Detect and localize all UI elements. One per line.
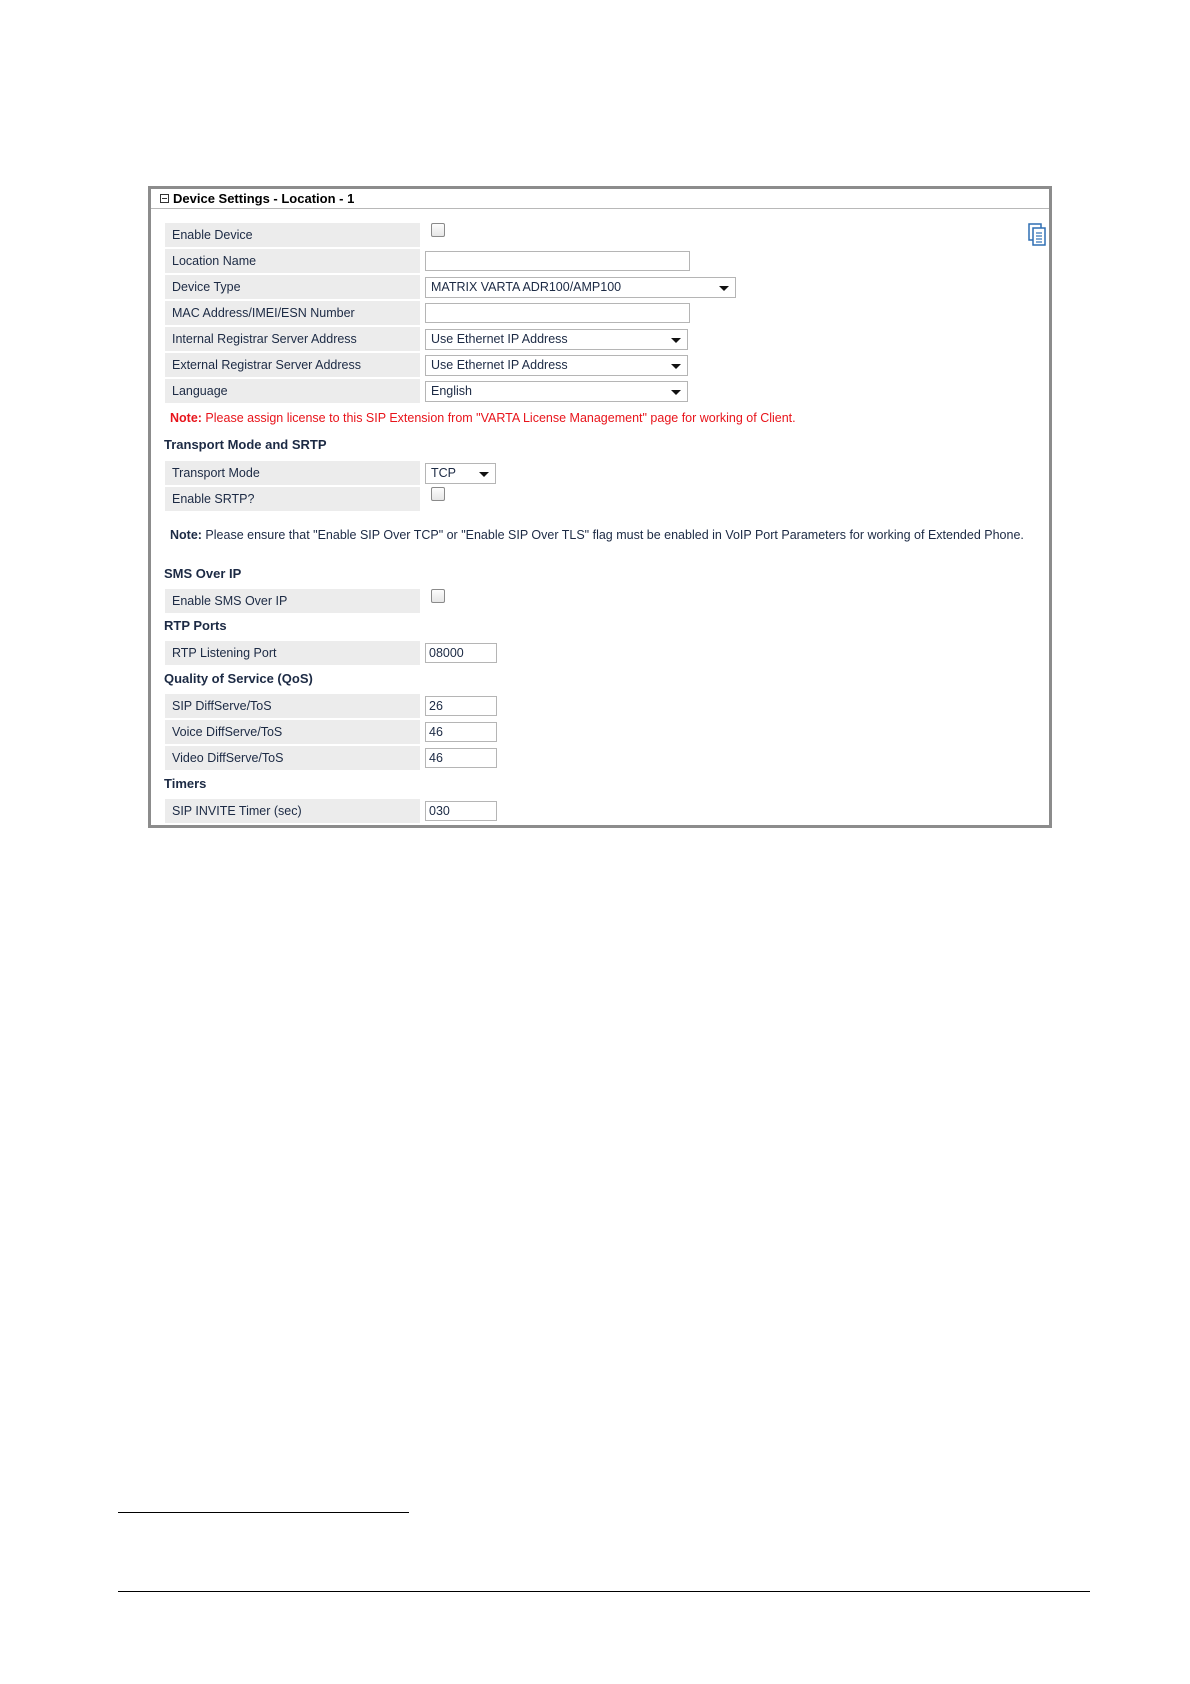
sip-invite-timer-label: SIP INVITE Timer (sec) xyxy=(165,799,420,823)
internal-registrar-select[interactable] xyxy=(425,329,688,350)
voice-diffserve-input[interactable]: 46 xyxy=(425,722,497,742)
enable-device-checkbox[interactable] xyxy=(431,223,445,237)
internal-registrar-value: Use Ethernet IP Address xyxy=(431,332,568,346)
tcp-note-text: Please ensure that "Enable SIP Over TCP" or "Enable SIP Over TLS" flag must be enabled in VoIP Port Parameters for working of Extended Phone. xyxy=(201,528,1024,542)
device-settings-panel xyxy=(148,186,1052,828)
device-type-value: MATRIX VARTA ADR100/AMP100 xyxy=(431,280,622,294)
video-diffserve-label: Video DiffServe/ToS xyxy=(165,746,420,770)
panel-header xyxy=(151,189,1049,209)
mac-address-label: MAC Address/IMEI/ESN Number xyxy=(165,301,420,325)
chevron-down-icon xyxy=(719,286,729,291)
external-registrar-select[interactable] xyxy=(425,355,688,376)
section-qos-title: Quality of Service (QoS) xyxy=(164,671,313,686)
language-label: Language xyxy=(165,379,420,403)
transport-mode-select[interactable] xyxy=(425,463,496,484)
voice-diffserve-label: Voice DiffServe/ToS xyxy=(165,720,420,744)
panel-title: Device Settings - Location - 1 xyxy=(173,191,355,206)
sip-invite-timer-input[interactable]: 030 xyxy=(425,801,497,821)
license-note-prefix: Note: xyxy=(170,411,202,425)
sip-diffserve-input[interactable]: 26 xyxy=(425,696,497,716)
external-registrar-label: External Registrar Server Address xyxy=(165,353,420,377)
license-note xyxy=(170,411,796,425)
location-name-label: Location Name xyxy=(165,249,420,273)
collapse-minus-icon[interactable] xyxy=(160,194,169,203)
device-type-select[interactable] xyxy=(425,277,736,298)
footer-divider xyxy=(118,1591,1090,1592)
transport-mode-value: TCP xyxy=(431,466,456,480)
chevron-down-icon xyxy=(671,390,681,395)
license-note-text: Please assign license to this SIP Extension from "VARTA License Management" page for working of Client. xyxy=(201,411,796,425)
footnote-divider xyxy=(118,1512,409,1513)
language-value: English xyxy=(431,384,472,398)
video-diffserve-input[interactable]: 46 xyxy=(425,748,497,768)
enable-sms-label: Enable SMS Over IP xyxy=(165,589,420,613)
section-rtp-title: RTP Ports xyxy=(164,618,227,633)
rtp-port-label: RTP Listening Port xyxy=(165,641,420,665)
section-timers-title: Timers xyxy=(164,776,207,791)
chevron-down-icon xyxy=(671,338,681,343)
chevron-down-icon xyxy=(479,472,489,477)
rtp-port-input[interactable]: 08000 xyxy=(425,643,497,663)
section-transport-title: Transport Mode and SRTP xyxy=(164,437,327,452)
tcp-note xyxy=(170,528,1024,542)
chevron-down-icon xyxy=(671,364,681,369)
transport-mode-label: Transport Mode xyxy=(165,461,420,485)
mac-address-input[interactable] xyxy=(425,303,690,323)
enable-srtp-label: Enable SRTP? xyxy=(165,487,420,511)
section-sms-title: SMS Over IP xyxy=(164,566,242,581)
device-type-label: Device Type xyxy=(165,275,420,299)
enable-device-label: Enable Device xyxy=(165,223,420,247)
language-select[interactable] xyxy=(425,381,688,402)
location-name-input[interactable] xyxy=(425,251,690,271)
copy-icon[interactable] xyxy=(1027,223,1047,247)
external-registrar-value: Use Ethernet IP Address xyxy=(431,358,568,372)
sip-diffserve-label: SIP DiffServe/ToS xyxy=(165,694,420,718)
tcp-note-prefix: Note: xyxy=(170,528,202,542)
enable-sms-checkbox[interactable] xyxy=(431,589,445,603)
internal-registrar-label: Internal Registrar Server Address xyxy=(165,327,420,351)
enable-srtp-checkbox[interactable] xyxy=(431,487,445,501)
